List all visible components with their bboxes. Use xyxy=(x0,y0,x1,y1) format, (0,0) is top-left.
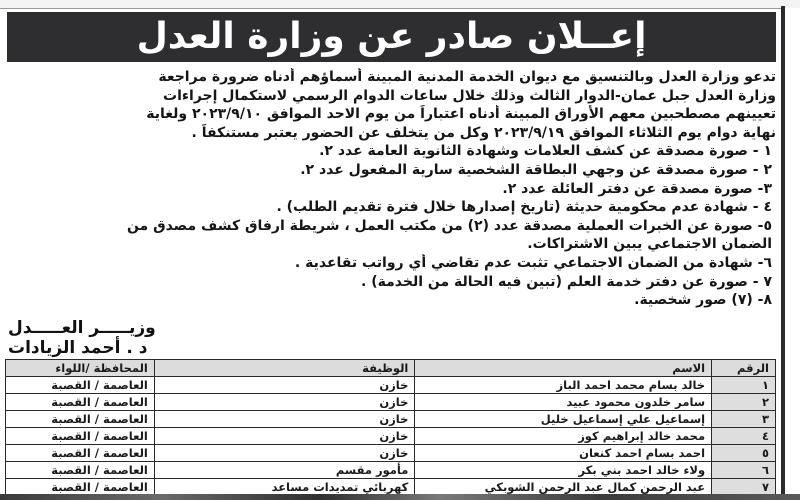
header-number: الرقم xyxy=(712,360,776,377)
requirement-item: ٣- صورة مصدقة عن دفتر العائلة عدد ٢. xyxy=(502,180,772,197)
cell-number: ٥ xyxy=(712,445,776,462)
header-name: الاسم xyxy=(415,360,712,377)
requirement-item: ١ - صورة مصدقة عن كشف العلامات وشهادة الثانوية العامة عدد ٢. xyxy=(319,143,772,160)
cell-governorate: العاصمة / القصبة xyxy=(6,377,155,394)
intro-line: تعيينهم مصطحبين معهم الأوراق المبينة أدناه اعتباراً من يوم الاحد الموافق ٢٠٢٣/٩/١٠ ولغاية xyxy=(146,106,776,123)
announcement-title: إعــلان صادر عن وزارة العدل xyxy=(7,12,776,62)
cell-job: كهربائي تمديدات مساعد xyxy=(154,479,415,496)
right-column-rule xyxy=(781,6,785,500)
cell-name: محمد خالد إبراهيم كوز xyxy=(415,428,712,445)
intro-line: وزارة العدل جبل عمان-الدوار الثالث وذلك خلال ساعات الدوام الرسمي لاستكمال إجراءات xyxy=(163,87,776,104)
cell-job: خازن xyxy=(154,445,415,462)
cell-number: ٧ xyxy=(712,479,776,496)
cell-job: مأمور مقسم xyxy=(154,462,415,479)
cell-job: خازن xyxy=(154,394,415,411)
cell-governorate: العاصمة / القصبة xyxy=(6,462,155,479)
minister-name: د . أحمد الزيادات xyxy=(8,338,148,358)
minister-title: وزيـــــر العـــــدل xyxy=(8,318,156,338)
cell-governorate: العاصمة / القصبة xyxy=(6,479,155,496)
cell-name: سامر خلدون محمود عبيد xyxy=(415,394,712,411)
cell-number: ٤ xyxy=(712,428,776,445)
table-row xyxy=(6,428,776,445)
appointees-table xyxy=(5,359,776,496)
requirement-item: ٦- شهادة من الضمان الاجتماعي تثبت عدم تقاضي أي رواتب تقاعدية . xyxy=(294,254,772,271)
intro-line: نهاية دوام يوم الثلاثاء الموافق ٢٠٢٣/٩/١٩ وكل من يتخلف عن الحضور يعتبر مستنكفاً . xyxy=(191,124,776,141)
table-row xyxy=(6,462,776,479)
requirement-item: ٤ - شهادة عدم محكومية حديثة (تاريخ إصدارها خلال فترة تقديم الطلب) . xyxy=(276,199,772,216)
requirement-item-continuation: الضمان الاجتماعي يبين الاشتراكات. xyxy=(527,236,772,253)
cell-job: خازن xyxy=(154,411,415,428)
header-job: الوظيفة xyxy=(154,360,415,377)
table-header-row xyxy=(6,360,776,377)
cell-number: ١ xyxy=(712,377,776,394)
cell-governorate: العاصمة / القصبة xyxy=(6,411,155,428)
cell-governorate: العاصمة / القصبة xyxy=(6,394,155,411)
requirement-item: ٨- (٧) صور شخصية. xyxy=(634,292,772,309)
cell-name: ولاء خالد احمد بني بكر xyxy=(415,462,712,479)
cell-number: ٢ xyxy=(712,394,776,411)
intro-line: تدعو وزارة العدل وبالتنسيق مع ديوان الخدمة المدنية المبينة أسماؤهم أدناه ضرورة مراجعة xyxy=(158,69,776,85)
requirement-item: ٥- صورة عن الخبرات العملية مصدقة عدد (٢) من مكتب العمل ، شريطة ارفاق كشف مصدق من xyxy=(126,217,772,234)
signature-block xyxy=(8,318,208,358)
announcement-body xyxy=(8,68,776,310)
cell-number: ٣ xyxy=(712,411,776,428)
requirement-item: ٢ - صورة مصدقة عن وجهي البطاقة الشخصية سارية المفعول عدد ٢. xyxy=(300,161,772,178)
cell-name: احمد بسام احمد كنعان xyxy=(415,445,712,462)
top-margin-strip xyxy=(0,0,800,8)
table-row xyxy=(6,377,776,394)
table-row xyxy=(6,394,776,411)
cell-name: إسماعيل علي إسماعيل خليل xyxy=(415,411,712,428)
bottom-photo-edge xyxy=(0,494,800,500)
header-governorate: المحافظة /اللواء xyxy=(6,360,155,377)
cell-governorate: العاصمة / القصبة xyxy=(6,428,155,445)
cell-name: خالد بسام محمد احمد الباز xyxy=(415,377,712,394)
cell-job: خازن xyxy=(154,377,415,394)
cell-job: خازن xyxy=(154,428,415,445)
table-row xyxy=(6,411,776,428)
table-row xyxy=(6,479,776,496)
table-row xyxy=(6,445,776,462)
cell-number: ٦ xyxy=(712,462,776,479)
frame-top-line xyxy=(0,8,783,9)
cell-name: عبد الرحمن كمال عبد الرحمن الشوبكي xyxy=(415,479,712,496)
cell-governorate: العاصمة / القصبة xyxy=(6,445,155,462)
requirement-item: ٧ - صورة عن دفتر خدمة العلم (تبين فيه الحالة من الخدمة) . xyxy=(361,273,772,290)
